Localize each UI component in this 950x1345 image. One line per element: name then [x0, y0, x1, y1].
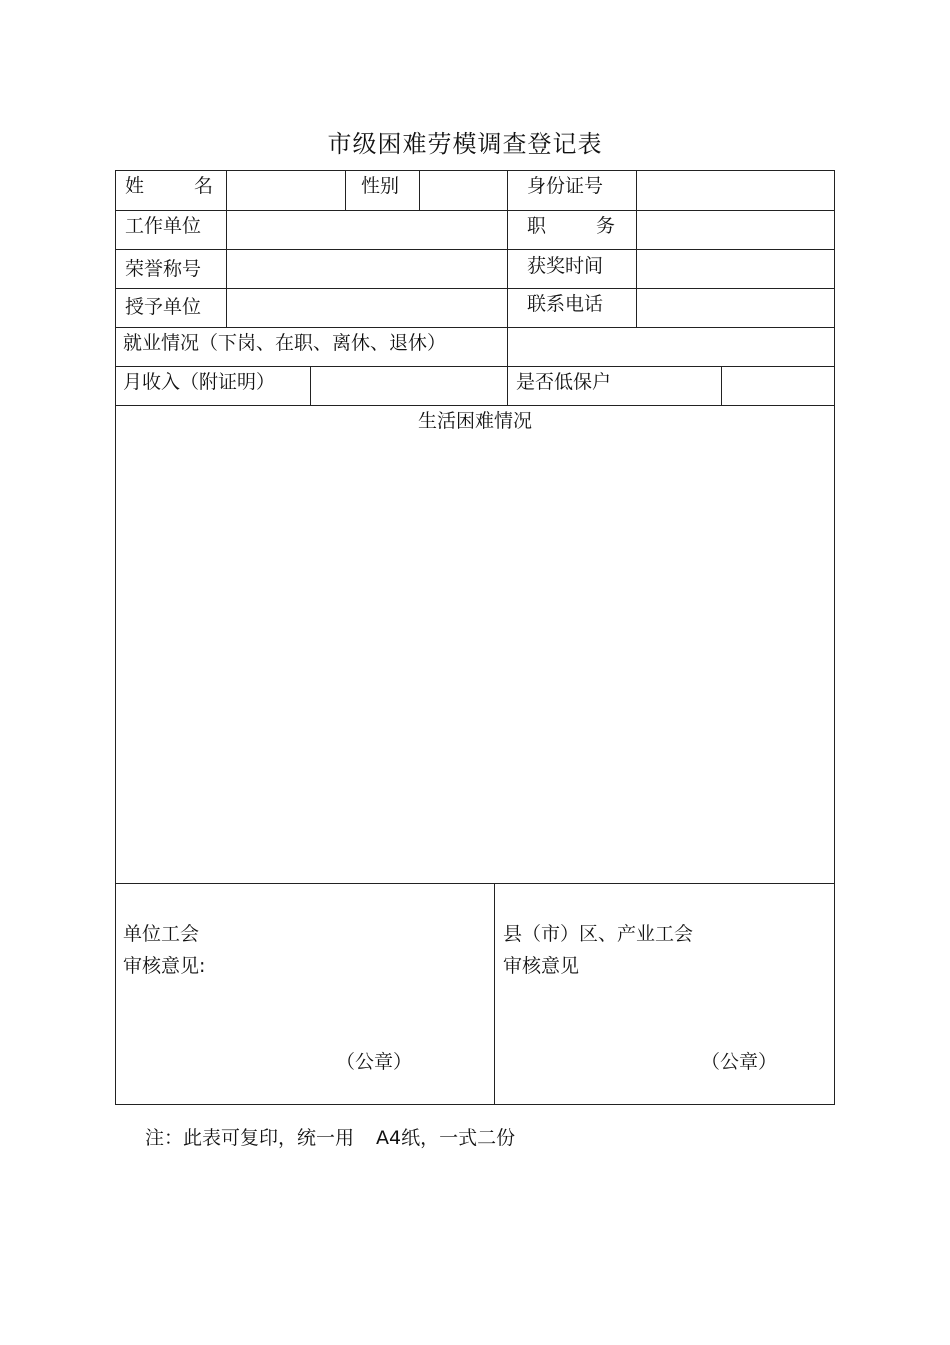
income-field[interactable]	[311, 366, 507, 405]
honor-title-field[interactable]	[227, 249, 507, 288]
low-income-field[interactable]	[722, 366, 834, 405]
footnote-paper: A4纸，一式二份	[376, 1127, 516, 1149]
hardship-field[interactable]	[116, 433, 834, 883]
employment-field[interactable]	[508, 327, 834, 366]
work-unit-field[interactable]	[227, 210, 507, 249]
name-label: 姓 名	[125, 175, 213, 197]
footnote	[145, 1123, 515, 1150]
phone-label: 联系电话	[527, 293, 604, 315]
district-union-label: 县（市）区、产业工会	[503, 923, 694, 945]
phone-field[interactable]	[637, 288, 834, 327]
row-divider	[116, 405, 834, 406]
unit-seal-label: （公章）	[336, 1051, 413, 1073]
honor-title-label: 荣誉称号	[125, 258, 202, 280]
name-field[interactable]	[227, 171, 345, 210]
gender-label: 性别	[361, 175, 400, 197]
column-divider	[345, 171, 346, 210]
income-label: 月收入（附证明）	[123, 371, 276, 393]
work-unit-label: 工作单位	[125, 215, 202, 237]
award-time-field[interactable]	[637, 249, 834, 288]
id-number-label: 身份证号	[527, 175, 604, 197]
granting-unit-field[interactable]	[227, 288, 507, 327]
registration-form	[115, 170, 835, 1105]
unit-union-label: 单位工会	[123, 923, 200, 945]
footnote-text: 注：此表可复印，统一用	[145, 1127, 355, 1149]
page-title: 市级困难劳模调查登记表	[327, 130, 603, 158]
id-number-field[interactable]	[637, 171, 834, 210]
district-review-label: 审核意见	[503, 955, 580, 977]
unit-review-field[interactable]	[116, 981, 494, 1041]
position-label: 职 务	[527, 215, 615, 237]
district-review-field[interactable]	[495, 981, 834, 1041]
position-field[interactable]	[637, 210, 834, 249]
district-seal-label: （公章）	[701, 1051, 778, 1073]
granting-unit-label: 授予单位	[125, 296, 202, 318]
employment-label: 就业情况（下岗、在职、离休、退休）	[123, 332, 447, 354]
low-income-label: 是否低保户	[516, 371, 612, 393]
hardship-label: 生活困难情况	[417, 410, 532, 432]
column-divider	[507, 171, 508, 405]
gender-field[interactable]	[420, 171, 507, 210]
row-divider	[116, 883, 834, 884]
unit-review-label: 审核意见:	[123, 955, 206, 977]
award-time-label: 获奖时间	[527, 255, 604, 277]
